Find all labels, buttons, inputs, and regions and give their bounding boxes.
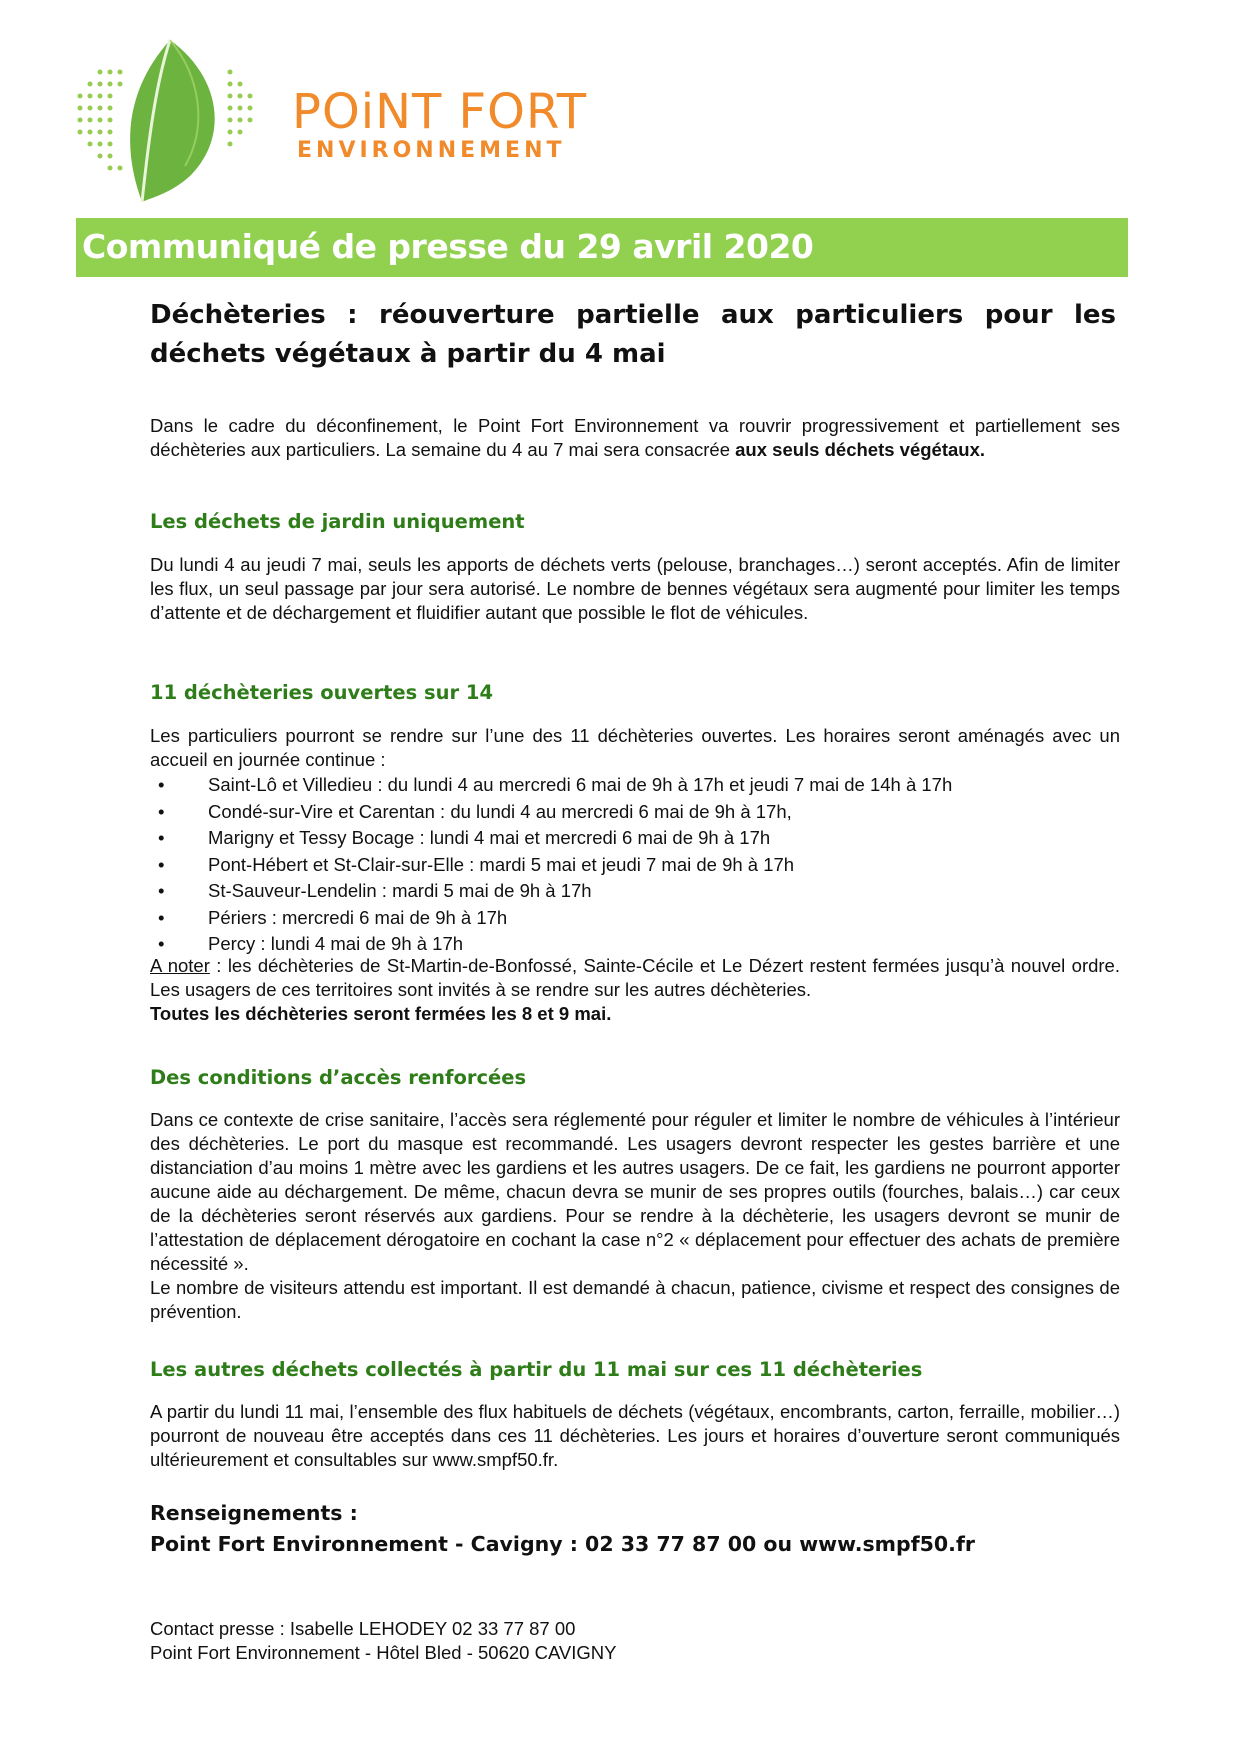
intro-bold: aux seuls déchets végétaux. — [735, 439, 986, 460]
paragraph-acces-2: Le nombre de visiteurs attendu est important. Il est demandé à chacun, patience, civisme et respect des consignes de prévention. — [150, 1277, 1120, 1322]
logo-title: POiNT FORT — [292, 84, 588, 140]
bullet: • — [158, 800, 165, 822]
paragraph-jardin: Du lundi 4 au jeudi 7 mai, seuls les apports de déchets verts (pelouse, branchages…) seront acceptés. Afin de limiter les flux, un seul passage par jour sera autorisé. Le nombre de bennes végétaux sera augmenté pour limiter les temps d’attente et de déchargement et fluidifier autant que possible le flot de véhicules. — [150, 554, 1120, 623]
bullet: • — [158, 853, 165, 875]
section-heading-autres: Les autres déchets collectés à partir du 11 mai sur ces 11 déchèteries — [150, 1358, 923, 1381]
headline: Déchèteries : réouverture partielle aux particuliers pour les déchets végétaux à partir du 4 mai — [150, 300, 1116, 369]
press-release-banner — [76, 218, 1128, 277]
list-item: • Condé-sur-Vire et Carentan : du lundi 4 au mercredi 6 mai de 9h à 17h, — [150, 799, 1120, 826]
bullet: • — [158, 774, 165, 795]
paragraph-ouvertes: Les particuliers pourront se rendre sur l’une des 11 déchèteries ouvertes. Les horaires seront aménagés avec un accueil en journée continue : — [150, 725, 1120, 770]
note-text: : les déchèteries de St-Martin-de-Bonfossé, Sainte-Cécile et Le Dézert restent fermées jusqu’à nouvel ordre. Les usagers de ces territoires sont invités à se rendre sur les autres déchèteries. — [150, 955, 1120, 1000]
logo-subtitle: ENVIRONNEMENT — [297, 138, 566, 163]
note-paragraph — [150, 954, 1120, 1002]
closure-notice: Toutes les déchèteries seront fermées les 8 et 9 mai. — [150, 1003, 612, 1024]
contact-line-1: Contact presse : Isabelle LEHODEY 02 33 77 87 00 — [150, 1618, 576, 1639]
paragraph-acces-1: Dans ce contexte de crise sanitaire, l’accès sera réglementé pour réguler et limiter le nombre de véhicules à l’intérieur des déchèteries. Le port du masque est recommandé. Les usagers devront respecter les gestes barrière et une distanciation d’au moins 1 mètre avec les gardiens et les autres usagers. De ce fait, les gardiens ne pourront apporter aucune aide au déchargement. De même, chacun devra se munir de ses propres outils (fourches, balais…) car ceux de la déchèteries seront réservés aux gardiens. Pour se rendre à la déchèterie, les usagers devront se munir de l’attestation de déplacement dérogatoire en cochant la case n°2 « déplacement pour effectuer des achats de première nécessité ». — [150, 1109, 1120, 1274]
opening-hours-list — [150, 772, 1120, 958]
list-item: • Percy : lundi 4 mai de 9h à 17h — [150, 931, 1120, 958]
section-heading-acces: Des conditions d’accès renforcées — [150, 1066, 527, 1089]
contact-line-2: Point Fort Environnement - Hôtel Bled - 50620 CAVIGNY — [150, 1642, 617, 1663]
paragraph-autres: A partir du lundi 11 mai, l’ensemble des flux habituels de déchets (végétaux, encombrants, carton, ferraille, mobilier…) pourront de nouveau être acceptés dans ces 11 déchèteries. Les jours et horaires d’ouverture seront communiqués ultérieurement et consultables sur www.smpf50.fr. — [150, 1401, 1120, 1470]
bullet: • — [158, 880, 165, 901]
section-heading-ouvertes: 11 déchèteries ouvertes sur 14 — [150, 681, 494, 704]
bullet: • — [158, 906, 165, 928]
section-heading-jardin: Les déchets de jardin uniquement — [150, 510, 525, 533]
intro-paragraph — [150, 414, 1120, 462]
list-item: • St-Sauveur-Lendelin : mardi 5 mai de 9h à 17h — [150, 878, 1120, 905]
note-label: A noter — [150, 955, 210, 976]
list-item: • Périers : mercredi 6 mai de 9h à 17h — [150, 905, 1120, 932]
banner-title: Communiqué de presse du 29 avril 2020 — [82, 227, 814, 266]
list-item: • Marigny et Tessy Bocage : lundi 4 mai et mercredi 6 mai de 9h à 17h — [150, 825, 1120, 852]
info-label: Renseignements : — [150, 1501, 358, 1525]
bullet: • — [158, 827, 165, 848]
bullet: • — [158, 933, 165, 954]
list-item: • Pont-Hébert et St-Clair-sur-Elle : mardi 5 mai et jeudi 7 mai de 9h à 17h — [150, 852, 1120, 879]
logo — [70, 36, 588, 206]
leaf-logo-icon — [70, 36, 270, 206]
info-line: Point Fort Environnement - Cavigny : 02 33 77 87 00 ou www.smpf50.fr — [150, 1532, 975, 1556]
intro-text: Dans le cadre du déconfinement, le Point Fort Environnement va rouvrir progressivement et partiellement ses déchèteries aux particuliers. La semaine du 4 au 7 mai sera consacrée — [150, 415, 1120, 460]
list-item: • Saint-Lô et Villedieu : du lundi 4 au mercredi 6 mai de 9h à 17h et jeudi 7 mai de 14h à 17h — [150, 772, 1120, 799]
